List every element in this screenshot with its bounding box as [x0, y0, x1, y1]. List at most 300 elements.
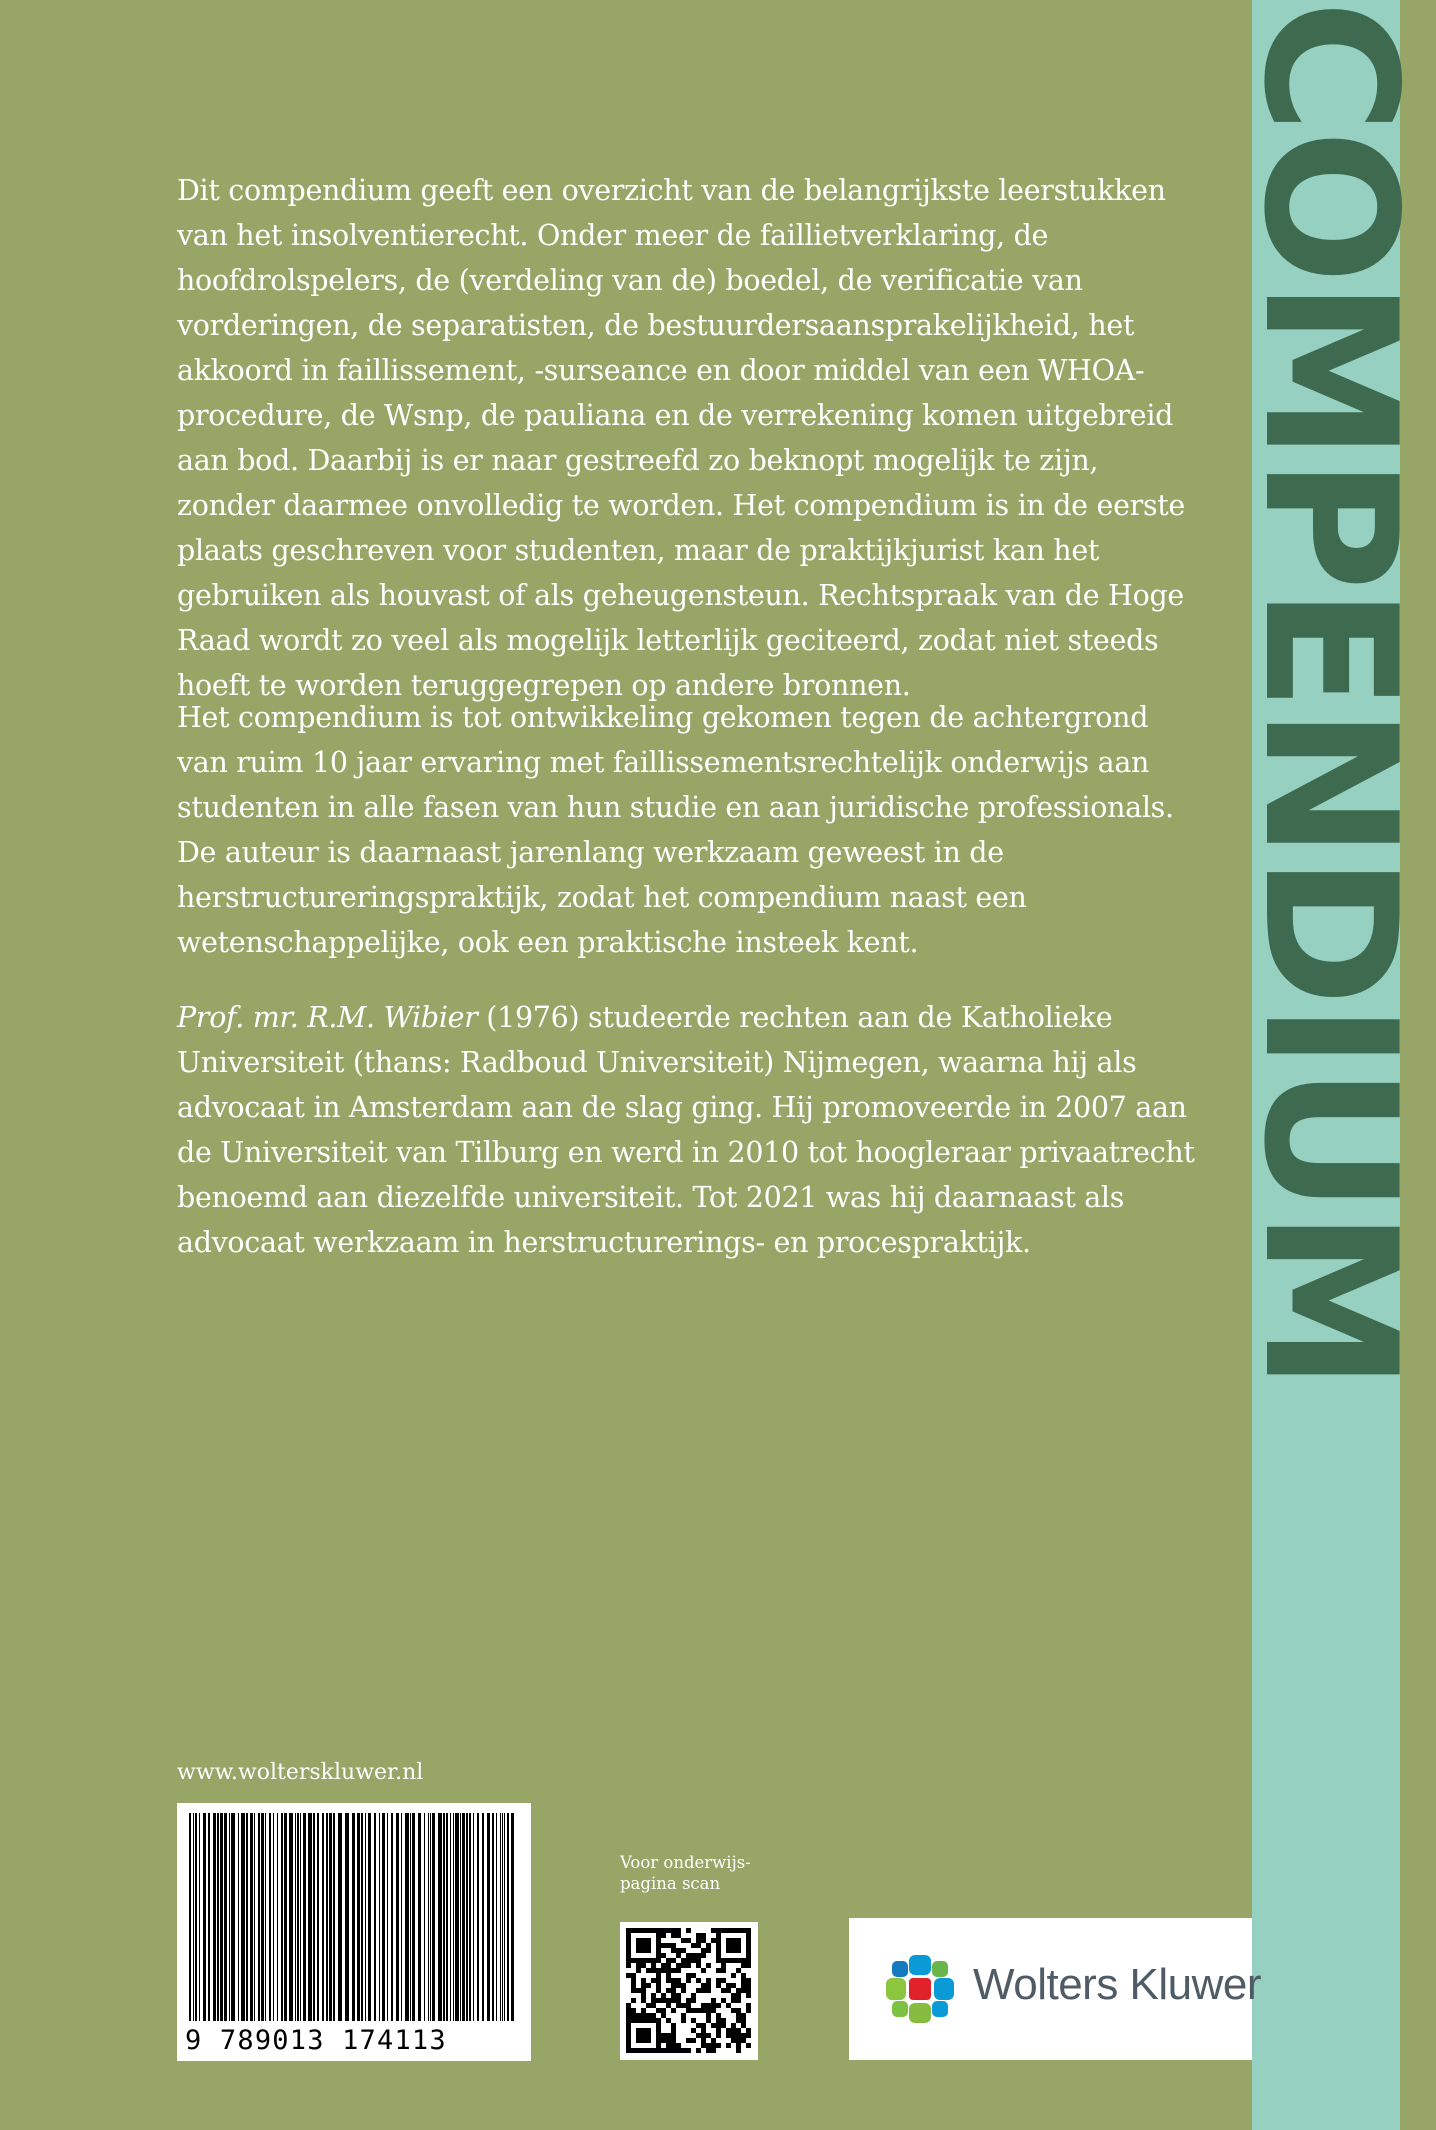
barcode-bar: [455, 1813, 459, 2021]
qr-module: [736, 1958, 741, 1963]
qr-module: [626, 2033, 631, 2038]
qr-module: [696, 1963, 701, 1968]
qr-module: [731, 1928, 736, 1933]
qr-module: [706, 2018, 711, 2023]
qr-module: [706, 2003, 711, 2008]
barcode-bar: [297, 1813, 299, 2021]
qr-module: [721, 1958, 726, 1963]
qr-module: [641, 2048, 646, 2053]
qr-module: [711, 2003, 716, 2008]
barcode-bar: [460, 1813, 461, 2021]
barcode-bars: [185, 1813, 523, 2021]
barcode-bar: [487, 1813, 490, 2021]
barcode-bar: [391, 1813, 393, 2021]
qr-module: [661, 1993, 666, 1998]
qr-module: [696, 2023, 701, 2028]
qr-module: [656, 2033, 661, 2038]
qr-module: [671, 1928, 676, 1933]
barcode-bar: [303, 1813, 306, 2021]
qr-module: [631, 1973, 636, 1978]
qr-module: [746, 1958, 751, 1963]
qr-module: [706, 1983, 711, 1988]
qr-module: [716, 1933, 721, 1938]
qr-module: [681, 2048, 686, 2053]
qr-module: [656, 2028, 661, 2033]
qr-module: [656, 1998, 661, 2003]
qr-module: [741, 1973, 746, 1978]
barcode-bar: [477, 1813, 479, 2021]
qr-module: [731, 1983, 736, 1988]
qr-module: [671, 2038, 676, 2043]
qr-module: [716, 1943, 721, 1948]
qr-module: [711, 2048, 716, 2053]
qr-module: [716, 2028, 721, 2033]
qr-module: [711, 2023, 716, 2028]
qr-module: [671, 2008, 676, 2013]
qr-module: [641, 2038, 646, 2043]
qr-module: [741, 1978, 746, 1983]
qr-module: [646, 2038, 651, 2043]
qr-module: [626, 1953, 631, 1958]
qr-module: [626, 1948, 631, 1953]
qr-module: [741, 2018, 746, 2023]
qr-module: [666, 2033, 671, 2038]
qr-module: [656, 1958, 661, 1963]
qr-module: [656, 1973, 661, 1978]
qr-module: [726, 1958, 731, 1963]
barcode-bar: [313, 1813, 315, 2021]
qr-module: [691, 1993, 696, 1998]
barcode-bar: [231, 1813, 235, 2021]
qr-module: [746, 1953, 751, 1958]
qr-module: [746, 1948, 751, 1953]
qr-module: [656, 2038, 661, 2043]
qr-module: [726, 1948, 731, 1953]
barcode-bar: [405, 1813, 409, 2021]
qr-module: [646, 1958, 651, 1963]
qr-module: [731, 1958, 736, 1963]
publisher-name: Wolters Kluwer: [973, 1960, 1262, 2009]
qr-module: [746, 1933, 751, 1938]
qr-module: [736, 2018, 741, 2023]
barcode-bar: [428, 1813, 429, 2021]
qr-module: [666, 1988, 671, 1993]
qr-module: [651, 2048, 656, 2053]
qr-module: [636, 2033, 641, 2038]
barcode-bar: [365, 1813, 366, 2021]
qr-module: [746, 2028, 751, 2033]
qr-module: [681, 1948, 686, 1953]
qr-module: [651, 1993, 656, 1998]
qr-module: [631, 1958, 636, 1963]
qr-module: [746, 1938, 751, 1943]
qr-module: [701, 2008, 706, 2013]
qr-module: [721, 1988, 726, 1993]
qr-module: [646, 2003, 651, 2008]
qr-module: [661, 1968, 666, 1973]
qr-module: [686, 1978, 691, 1983]
qr-module: [666, 1968, 671, 1973]
qr-module: [731, 1973, 736, 1978]
qr-module: [631, 2048, 636, 2053]
qr-module: [696, 1953, 701, 1958]
barcode-bar: [322, 1813, 324, 2021]
qr-module: [736, 1993, 741, 1998]
qr-module: [626, 2018, 631, 2023]
qr-module: [746, 2043, 751, 2048]
description-paragraph-2: Het compendium is tot ontwikkeling gekomen tegen de achtergrond van ruim 10 jaar ervaring met faillissementsrechtelijk onderwijs aan studenten in alle fasen van hun studie en aan juridische professionals. De auteur is daarnaast jarenlang werkzaam geweest in de herstructureringspraktijk, zodat het compendium naast een wetenschappelijke, ook een praktische insteek kent.: [177, 701, 1174, 959]
barcode-bar: [504, 1813, 505, 2021]
barcode-bar: [220, 1813, 223, 2021]
qr-module: [706, 1943, 711, 1948]
barcode-bar: [368, 1813, 371, 2021]
barcode-bar: [396, 1813, 399, 2021]
qr-module: [641, 2033, 646, 2038]
qr-module: [641, 1958, 646, 1963]
qr-module: [746, 1988, 751, 1993]
qr-module: [741, 1988, 746, 1993]
qr-module: [686, 1973, 691, 1978]
qr-module: [646, 2033, 651, 2038]
qr-module: [711, 2008, 716, 2013]
qr-module: [741, 1983, 746, 1988]
qr-module: [716, 1968, 721, 1973]
qr-module: [731, 1993, 736, 1998]
qr-module: [641, 1998, 646, 2003]
qr-module: [631, 1998, 636, 2003]
qr-module: [626, 1938, 631, 1943]
qr-module: [696, 1938, 701, 1943]
qr-module: [641, 1978, 646, 1983]
qr-module: [671, 1933, 676, 1938]
qr-module: [666, 2038, 671, 2043]
qr-module: [671, 1958, 676, 1963]
qr-module: [726, 1983, 731, 1988]
qr-label: Voor onderwijs-pagina scan: [620, 1853, 751, 1893]
qr-module: [681, 2003, 686, 2008]
qr-module: [721, 2023, 726, 2028]
barcode-bar: [289, 1813, 293, 2021]
qr-module: [656, 2048, 661, 2053]
qr-module: [636, 2028, 641, 2033]
qr-module: [746, 1928, 751, 1933]
qr-module: [661, 1933, 666, 1938]
qr-module: [636, 2048, 641, 2053]
barcode-bar: [199, 1813, 200, 2021]
barcode-bar: [511, 1813, 514, 2021]
qr-module: [666, 1928, 671, 1933]
barcode-bar: [229, 1813, 230, 2021]
qr-module: [696, 1958, 701, 1963]
qr-module: [701, 1938, 706, 1943]
qr-module: [736, 1948, 741, 1953]
qr-module: [686, 1963, 691, 1968]
qr-module: [656, 1968, 661, 1973]
qr-module: [661, 1943, 666, 1948]
qr-module: [686, 1928, 691, 1933]
qr-module: [626, 1973, 631, 1978]
qr-module: [666, 2018, 671, 2023]
qr-module: [691, 2028, 696, 2033]
qr-module: [641, 1938, 646, 1943]
qr-module: [726, 2003, 731, 2008]
qr-module: [636, 1948, 641, 1953]
qr-module: [661, 1928, 666, 1933]
qr-module: [661, 1953, 666, 1958]
qr-module: [646, 1948, 651, 1953]
barcode-bar: [338, 1813, 342, 2021]
qr-module: [636, 1968, 641, 1973]
barcode-bar: [382, 1813, 385, 2021]
qr-module: [691, 1958, 696, 1963]
barcode-bar: [261, 1813, 264, 2021]
qr-module: [746, 2008, 751, 2013]
qr-module: [666, 1978, 671, 1983]
qr-module: [676, 1993, 681, 1998]
qr-module: [716, 2003, 721, 2008]
qr-module: [736, 1998, 741, 2003]
qr-module: [701, 1988, 706, 1993]
qr-module: [661, 1998, 666, 2003]
description-paragraph-1: Dit compendium geeft een overzicht van de belangrijkste leerstukken van het insolventierecht. Onder meer de faillietverklaring, de hoofdrolspelers, de (verdeling van de) boedel, de verificatie van vorderingen, de separatisten, de bestuurdersaansprakelijkheid, het akkoord in faillissement, -surseance en door middel van een WHOA-procedure, de Wsnp, de pauliana en de verrekening komen uitgebreid aan bod. Daarbij is er naar gestreefd zo beknopt mogelijk te zijn, zonder daarmee onvolledig te worden. Het compendium is in de eerste plaats geschreven voor studenten, maar de praktijkjurist kan het gebruiken als houvast of als geheugensteun. Rechtspraak van de Hoge Raad wordt zo veel als mogelijk letterlijk geciteerd, zodat niet steeds hoeft te worden teruggegrepen op andere bronnen.: [177, 174, 1186, 702]
qr-module: [676, 2048, 681, 2053]
qr-module: [731, 1948, 736, 1953]
qr-module: [646, 1968, 651, 1973]
qr-module: [646, 1943, 651, 1948]
qr-module: [656, 1943, 661, 1948]
qr-module: [736, 1943, 741, 1948]
qr-module: [646, 2048, 651, 2053]
qr-module: [676, 2043, 681, 2048]
qr-module: [646, 1938, 651, 1943]
qr-module: [676, 1983, 681, 1988]
qr-module: [721, 1998, 726, 2003]
qr-module: [731, 1943, 736, 1948]
qr-module: [711, 2043, 716, 2048]
qr-module: [736, 1968, 741, 1973]
qr-module: [681, 2018, 686, 2023]
qr-module: [736, 1938, 741, 1943]
qr-module: [656, 1948, 661, 1953]
qr-module: [656, 1978, 661, 1983]
qr-module: [686, 1958, 691, 1963]
barcode-bar: [432, 1813, 435, 2021]
qr-module: [666, 2048, 671, 2053]
qr-module: [651, 1978, 656, 1983]
qr-module: [716, 2033, 721, 2038]
barcode-bar: [462, 1813, 465, 2021]
barcode-bar: [295, 1813, 296, 2021]
qr-module: [706, 1948, 711, 1953]
qr-module: [666, 1998, 671, 2003]
qr-module: [656, 2023, 661, 2028]
qr-module: [676, 1968, 681, 1973]
qr-module: [696, 2033, 701, 2038]
spine-title: COMPENDIUM: [1224, 0, 1436, 1388]
qr-module: [651, 1998, 656, 2003]
qr-module: [641, 2028, 646, 2033]
qr-module: [741, 1928, 746, 1933]
barcode-bar: [379, 1813, 380, 2021]
qr-module: [741, 2023, 746, 2028]
qr-module: [631, 2008, 636, 2013]
qr-module: [711, 1998, 716, 2003]
qr-module: [706, 1963, 711, 1968]
qr-module: [696, 1988, 701, 1993]
qr-module: [701, 2038, 706, 2043]
qr-module: [741, 2013, 746, 2018]
qr-module: [676, 1953, 681, 1958]
barcode-bar: [265, 1813, 266, 2021]
qr-module: [676, 1933, 681, 1938]
qr-module: [626, 1958, 631, 1963]
barcode-bar: [284, 1813, 287, 2021]
barcode-bar: [453, 1813, 454, 2021]
qr-module: [736, 2048, 741, 2053]
barcode-bar: [193, 1813, 194, 2021]
isbn-barcode: [177, 1803, 531, 2061]
qr-module: [661, 2048, 666, 2053]
qr-module: [721, 1978, 726, 1983]
qr-module: [726, 1928, 731, 1933]
barcode-bar: [238, 1813, 239, 2021]
qr-module: [686, 2003, 691, 2008]
barcode-bar: [213, 1813, 216, 2021]
barcode-bar: [469, 1813, 471, 2021]
isbn-digits: 9 789013 174113: [185, 2025, 447, 2056]
qr-module: [671, 1993, 676, 1998]
qr-module: [651, 1963, 656, 1968]
qr-module: [701, 1983, 706, 1988]
qr-module: [721, 1963, 726, 1968]
qr-module: [701, 1948, 706, 1953]
author-bio: [177, 995, 1197, 1265]
qr-module: [706, 2048, 711, 2053]
qr-module: [711, 1938, 716, 1943]
qr-module: [666, 1943, 671, 1948]
qr-module: [736, 1988, 741, 1993]
qr-module: [736, 2028, 741, 2033]
barcode-bar: [446, 1813, 448, 2021]
qr-module: [626, 1933, 631, 1938]
qr-module: [626, 1963, 631, 1968]
barcode-bar: [357, 1813, 360, 2021]
qr-module: [741, 1963, 746, 1968]
qr-module: [726, 1988, 731, 1993]
qr-module: [636, 1928, 641, 1933]
qr-module: [716, 2018, 721, 2023]
barcode-bar: [438, 1813, 442, 2021]
barcode-bar: [496, 1813, 497, 2021]
barcode-bar: [317, 1813, 319, 2021]
qr-module: [706, 2008, 711, 2013]
barcode-bar: [361, 1813, 363, 2021]
qr-module: [701, 1933, 706, 1938]
qr-module: [656, 2008, 661, 2013]
barcode-bar: [482, 1813, 484, 2021]
barcode-bar: [502, 1813, 503, 2021]
qr-module: [746, 1983, 751, 1988]
qr-module: [686, 1953, 691, 1958]
qr-module: [676, 2003, 681, 2008]
qr-module: [731, 1998, 736, 2003]
qr-module: [651, 2018, 656, 2023]
qr-module: [676, 1998, 681, 2003]
barcode-bar: [412, 1813, 415, 2021]
qr-module: [671, 1948, 676, 1953]
barcode-bar: [326, 1813, 328, 2021]
qr-module: [716, 1953, 721, 1958]
author-name: Prof. mr. R.M. Wibier: [177, 1001, 478, 1034]
qr-module: [631, 1928, 636, 1933]
qr-module: [686, 1998, 691, 2003]
barcode-bar: [352, 1813, 355, 2021]
barcode-bar: [250, 1813, 253, 2021]
qr-module: [691, 2008, 696, 2013]
qr-module: [741, 2033, 746, 2038]
qr-module: [671, 2028, 676, 2033]
qr-module: [641, 1948, 646, 1953]
qr-module: [636, 1958, 641, 1963]
barcode-bar: [208, 1813, 210, 2021]
qr-module: [746, 1943, 751, 1948]
qr-module: [636, 2018, 641, 2023]
qr-module: [671, 2023, 676, 2028]
qr-module: [716, 1938, 721, 1943]
qr-module: [636, 1988, 641, 1993]
qr-module: [696, 1943, 701, 1948]
qr-module: [641, 1963, 646, 1968]
qr-module: [701, 1953, 706, 1958]
qr-module: [691, 1953, 696, 1958]
qr-module: [646, 1928, 651, 1933]
qr-module: [736, 2043, 741, 2048]
qr-module: [626, 2003, 631, 2008]
qr-module: [671, 1978, 676, 1983]
qr-module: [626, 2008, 631, 2013]
qr-module: [636, 1938, 641, 1943]
barcode-bar: [246, 1813, 248, 2021]
barcode-bar: [269, 1813, 271, 2021]
qr-module: [656, 1928, 661, 1933]
qr-module: [706, 2013, 711, 2018]
qr-module: [641, 1988, 646, 1993]
barcode-bar: [277, 1813, 278, 2021]
qr-module: [631, 1978, 636, 1983]
qr-module: [636, 1963, 641, 1968]
qr-module: [666, 1963, 671, 1968]
qr-module: [701, 2043, 706, 2048]
qr-module: [681, 1938, 686, 1943]
barcode-bar: [308, 1813, 312, 2021]
qr-module: [641, 1983, 646, 1988]
barcode-bar: [217, 1813, 219, 2021]
qr-module: [741, 1958, 746, 1963]
qr-module: [691, 1973, 696, 1978]
qr-module: [686, 2048, 691, 2053]
qr-module: [636, 2038, 641, 2043]
qr-module: [726, 1943, 731, 1948]
qr-module: [706, 2033, 711, 2038]
qr-module: [716, 2013, 721, 2018]
qr-module: [736, 2013, 741, 2018]
barcode-bar: [466, 1813, 468, 2021]
barcode-bar: [507, 1813, 509, 2021]
barcode-bar: [410, 1813, 411, 2021]
qr-module: [726, 2043, 731, 2048]
qr-module: [671, 1943, 676, 1948]
qr-module: [676, 1963, 681, 1968]
